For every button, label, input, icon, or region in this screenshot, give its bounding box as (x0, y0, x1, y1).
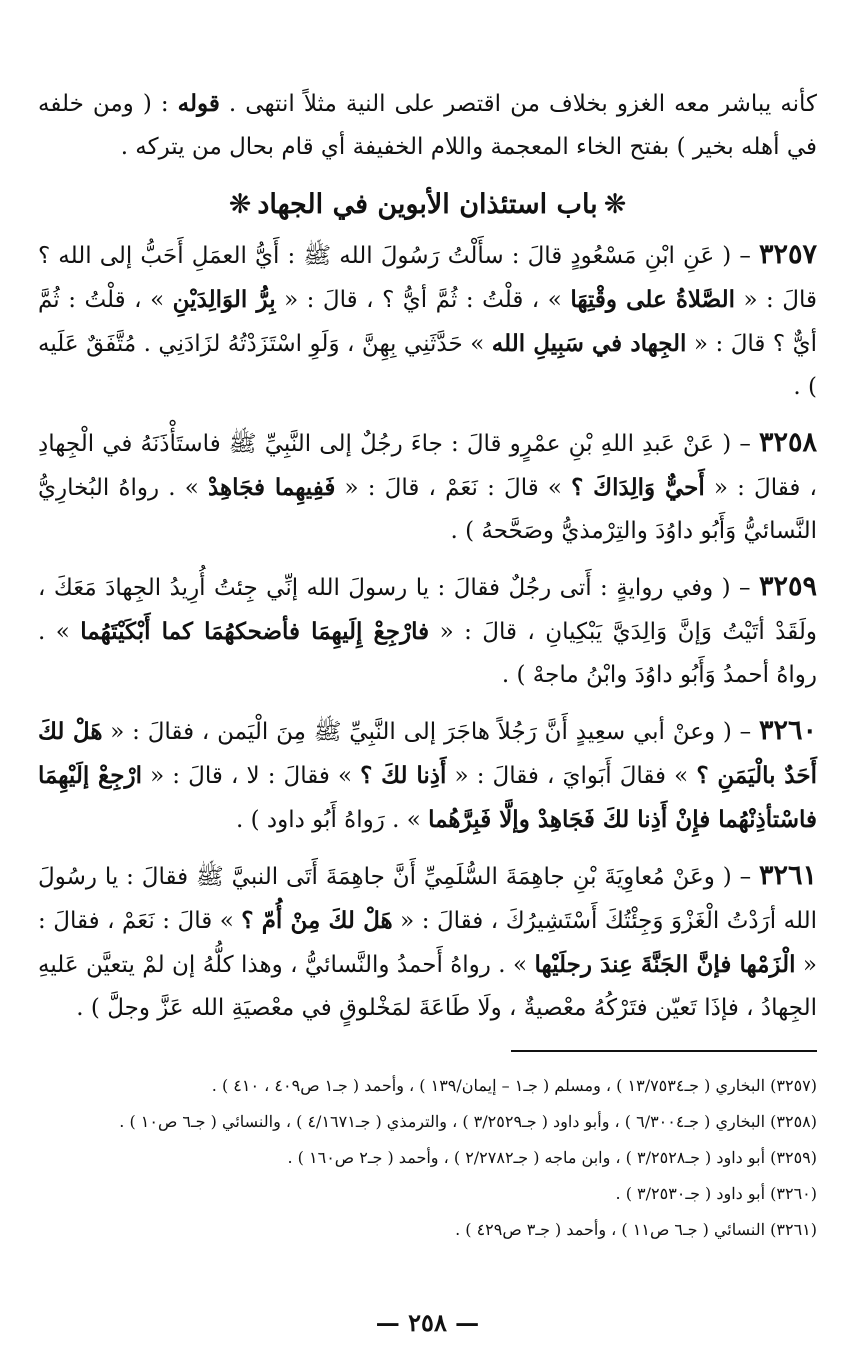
footnote-divider (511, 1050, 817, 1052)
prophetic-quote: أَحيٌّ وَالِدَاكَ ؟ (571, 474, 705, 501)
hadith-paragraph (38, 565, 817, 697)
hadith-text: » فقالَ أَبَوايَ ، فقالَ : « (446, 763, 697, 789)
footnote: (٣٢٦١) النسائي ( جـ٦ ص١١ ) ، وأحمد ( جـ٣ ص٤٢٩ ) . (455, 1220, 817, 1239)
chapter-title (38, 183, 817, 227)
hadith-text: » ، قلْتُ : ثُمَّ أيُّ ؟ ، قالَ : « (275, 287, 571, 313)
hadith-paragraph (38, 421, 817, 553)
intro-text-b: : ( ومن خلفه في أهله بخير ) بفتح الخاء المعجمة واللام الخفيفة أي قام بحال من يتركه . (38, 91, 817, 160)
intro-paragraph (38, 82, 817, 169)
prophetic-quote: ارْجِعْ إلَيْهِمَا فاسْتأذِنْهُما فإِنْ أَذِنا لكَ فَجَاهِدْ وإلَّا فَبِرَّهُما (38, 762, 817, 833)
footnote: (٣٢٥٧) البخاري ( جـ١٣/٧٥٣٤ ) ، ومسلم ( جـ١ – إيمان/١٣٩ ) ، وأحمد ( جـ١ ص٤٠٩ ، ٤١٠ ) . (211, 1076, 817, 1095)
page-number: — ٢٥٨ — (375, 1308, 480, 1337)
hadith-text: » قالَ : نَعَمْ ، فقالَ : « (38, 908, 817, 978)
hadith-text: » فقالَ : لا ، قالَ : « (142, 763, 361, 789)
hadith-text: » ، قلْتُ : ثُمَّ أيٌّ ؟ قالَ : « (38, 287, 817, 357)
hadith-paragraph (38, 854, 817, 1030)
page-body (38, 82, 817, 1042)
hadith-paragraph (38, 233, 817, 409)
hadith-text: – ( وعَنْ مُعاوِيَةَ بْنِ جاهِمَةَ السُّلَمِيِّ أَنَّ جاهِمَةَ أَتَى النبيَّ ﷺ فقالَ : يا رسُولَ الله أرَدْتُ الْغَزْوَ وَجِئْتُكَ أَسْتَشِيرُكَ ، فقالَ : « (38, 864, 817, 934)
hadith-text: » . رواهُ أَحمدُ والنَّسائيُّ ، وهذا كلُّهُ إن لمْ يتعيَّن عَليهِ الجِهادُ ، فإذَا تَعيّن فتَرْكُهُ معْصيةٌ ، ولَا طَاعَةَ لمَخْلوقٍ في معْصيَةِ الله عَزَّ وجلَّ ) . (38, 952, 817, 1021)
ornament-star-icon: ❋ (228, 189, 252, 220)
prophetic-quote: الصَّلاةُ على وقْتِهَا (570, 286, 735, 313)
hadith-text: – ( عَنْ عَبدِ اللهِ بْنِ عمْرٍو قالَ : جاءَ رجُلٌ إلى النَّبِيِّ ﷺ فاستَأْذَنَهُ في الْجِهادِ ، فقالَ : « (38, 431, 817, 501)
hadith-text: – ( وعنْ أبي سعِيدٍ أَنَّ رَجُلاً هاجَرَ إلى النَّبِيِّ ﷺ مِنَ الْيَمن ، فقالَ : « (102, 719, 759, 745)
prophetic-quote: الْزَمْها فإنَّ الجَنَّةَ عِندَ رجلَيْها (534, 951, 796, 978)
intro-keyword: قوله (177, 90, 220, 117)
hadith-number: ٣٢٥٨ (758, 427, 817, 458)
hadith-number: ٣٢٦٠ (758, 715, 817, 746)
intro-text-a: كأنه يباشر معه الغزو بخلاف من اقتصر على النية مثلاً انتهى . (219, 91, 818, 117)
hadith-list (38, 233, 817, 1030)
hadith-text: » . رَواهُ أَبُو داود ) . (235, 807, 429, 833)
hadith-number: ٣٢٦١ (758, 860, 817, 891)
footnote: (٣٢٦٠) أبو داود ( جـ٣/٢٥٣٠ ) . (615, 1184, 817, 1203)
prophetic-quote: هَلْ لكَ مِنْ أُمّ ؟ (241, 907, 393, 934)
hadith-text: » حَدَّثَنِي بِهِنَّ ، وَلَوِ اسْتَزَدْتُهُ لزَادَنِي . مُتَّفَقٌ عَلَيه ) . (38, 331, 817, 400)
prophetic-quote: هَلْ لكَ أَحَدٌ بالْيَمَنِ ؟ (38, 718, 817, 789)
prophetic-quote: فَفِيهِما فجَاهِدْ (207, 474, 336, 501)
hadith-text: » . رواهُ البُخارِيُّ النَّسائيُّ وَأَبُو داوُدَ والتِرْمذيُّ وصَحَّحهُ ) . (38, 475, 817, 544)
hadith-text: » . رواهُ أحمدُ وَأَبُو داوُدَ وابْنُ ماجهْ ) . (38, 619, 817, 688)
hadith-number: ٣٢٥٧ (758, 239, 817, 270)
prophetic-quote: الجِهاد في سَبِيلِ الله (491, 330, 687, 357)
footnote: (٣٢٥٩) أبو داود ( جـ٣/٢٥٢٨ ) ، وابن ماجه ( جـ٢/٢٧٨٢ ) ، وأحمد ( جـ٢ ص١٦٠ ) . (287, 1148, 817, 1167)
hadith-text: – ( عَنِ ابْنِ مَسْعُودٍ قالَ : سأَلْتُ رَسُولَ الله ﷺ : أَيُّ العمَلِ أَحَبُّ إلى الله ؟ قالَ : « (38, 243, 818, 313)
chapter-title-text: باب استئذان الأبوين في الجهاد (257, 189, 598, 220)
footnotes (38, 1068, 817, 1248)
hadith-text: » قالَ : نَعَمْ ، قالَ : « (335, 475, 572, 501)
hadith-number: ٣٢٥٩ (758, 571, 817, 602)
hadith-paragraph (38, 709, 817, 842)
prophetic-quote: بِرُّ الوَالِدَيْنِ (172, 286, 276, 313)
prophetic-quote: فارْجِعْ إِلَيهِمَا فأضحكهُمَا كما أَبْكَيْتَهُما (80, 618, 430, 645)
hadith-text: – ( وفي روايةٍ : أَتى رجُلٌ فقالَ : يا رسولَ الله إنِّي جِئتُ أُرِيدُ الجِهادَ مَعَكَ ، ولَقَدْ أتَيْتُ وَإنَّ وَالِدَيَّ يَبْكِيانِ ، قالَ : « (38, 575, 818, 645)
footnote: (٣٢٥٨) البخاري ( جـ٦/٣٠٠٤ ) ، وأبو داود ( جـ٣/٢٥٢٩ ) ، والترمذي ( جـ٤/١٦٧١ ) ، والنسائي ( جـ٦ ص١٠ ) . (119, 1112, 817, 1131)
prophetic-quote: أَذِنا لكَ ؟ (360, 762, 447, 789)
ornament-star-icon: ❋ (603, 189, 627, 220)
